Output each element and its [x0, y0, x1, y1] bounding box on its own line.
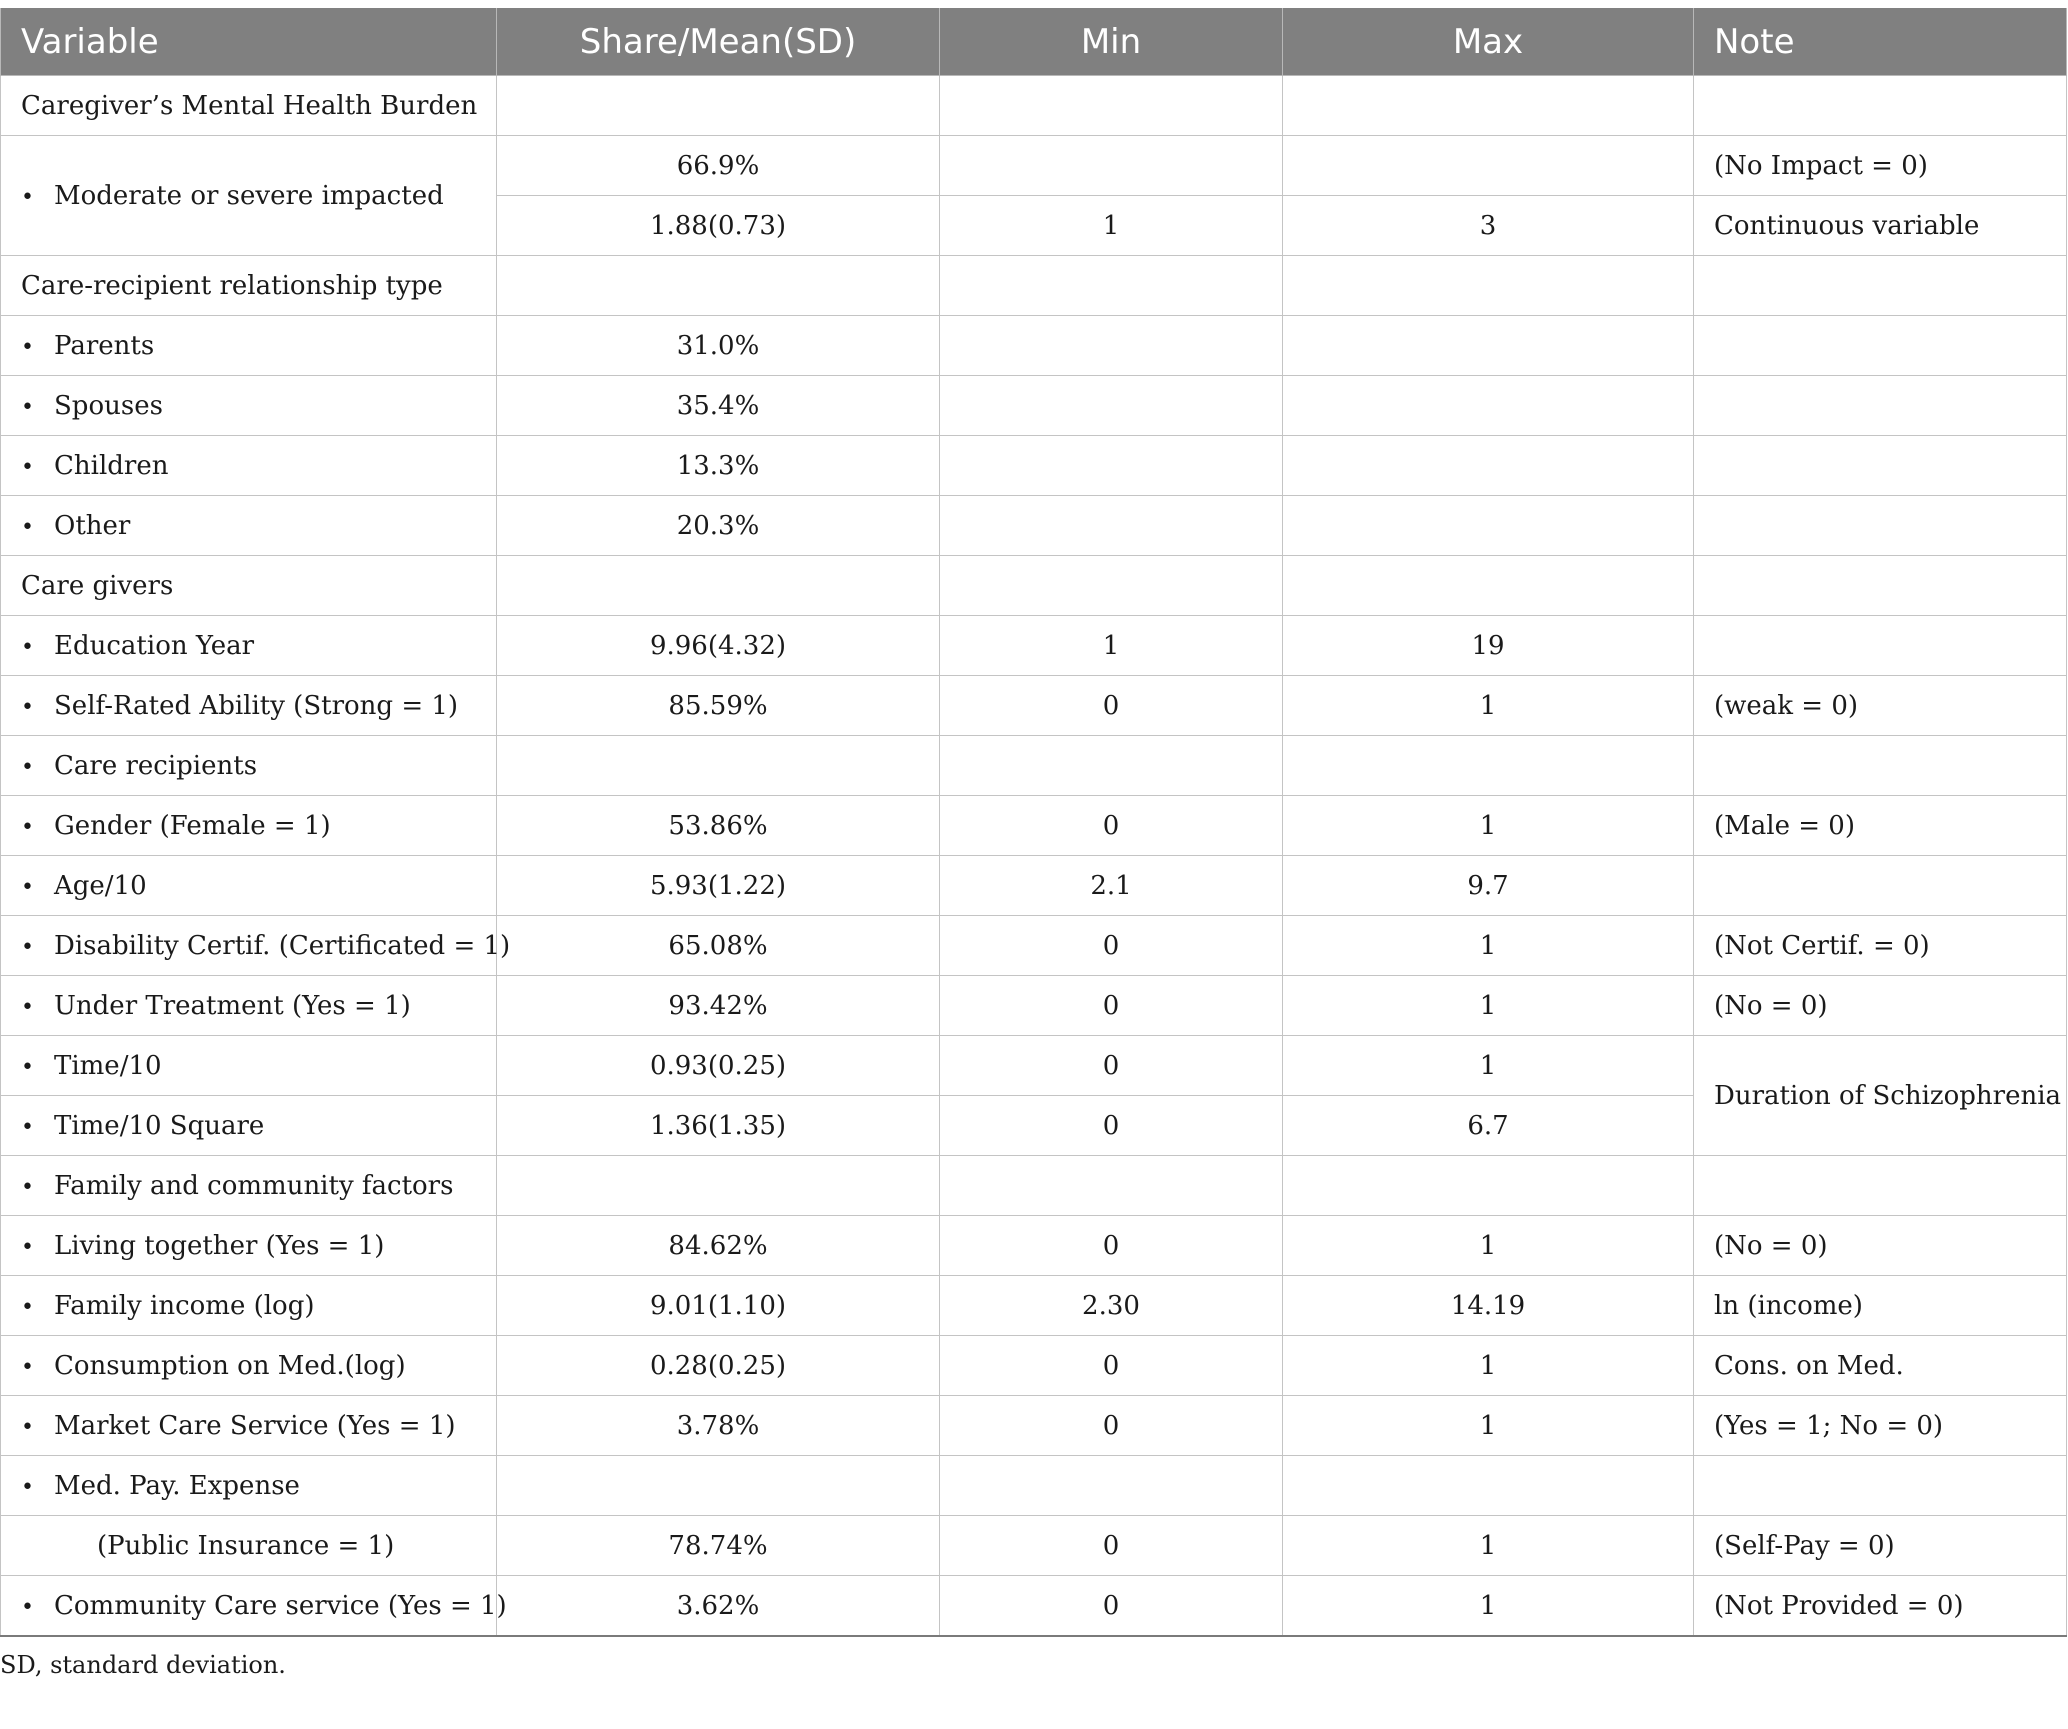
note-cell: (No = 0) [1694, 1216, 2067, 1276]
min-cell: 2.1 [940, 856, 1283, 916]
max-cell [1283, 496, 1694, 556]
max-cell [1283, 376, 1694, 436]
variable-cell [1, 1516, 497, 1576]
min-cell: 0 [940, 916, 1283, 976]
value-cell: 93.42% [497, 976, 940, 1036]
table-row [1, 1276, 2067, 1336]
note-cell [1694, 856, 2067, 916]
bullet-icon: • [21, 934, 34, 960]
min-cell: 0 [940, 1036, 1283, 1096]
max-cell: 9.7 [1283, 856, 1694, 916]
min-cell [940, 496, 1283, 556]
max-cell [1283, 736, 1694, 796]
max-cell: 1 [1283, 1216, 1694, 1276]
note-cell: (Yes = 1; No = 0) [1694, 1396, 2067, 1456]
header-share-mean-sd: Share/Mean(SD) [497, 8, 940, 76]
table-row [1, 796, 2067, 856]
min-cell [940, 256, 1283, 316]
note-cell: Continuous variable [1694, 196, 2067, 256]
variable-label: Living together (Yes = 1) [54, 1230, 385, 1261]
variable-label: Caregiver’s Mental Health Burden [21, 90, 478, 121]
header-row [1, 8, 2067, 76]
min-cell: 0 [940, 1096, 1283, 1156]
min-cell [940, 1156, 1283, 1216]
table-row [1, 76, 2067, 136]
bullet-icon: • [21, 514, 34, 540]
bullet-icon: • [21, 184, 34, 210]
variable-label: Children [54, 450, 169, 481]
table-row [1, 1396, 2067, 1456]
variable-label: Education Year [54, 630, 255, 661]
bullet-icon: • [21, 994, 34, 1020]
note-cell [1694, 616, 2067, 676]
max-cell: 3 [1283, 196, 1694, 256]
value-cell: 3.78% [497, 1396, 940, 1456]
table-row [1, 1456, 2067, 1516]
table-row [1, 1336, 2067, 1396]
value-cell: 5.93(1.22) [497, 856, 940, 916]
table-row [1, 316, 2067, 376]
table-row [1, 1036, 2067, 1096]
min-cell: 1 [940, 616, 1283, 676]
max-cell [1283, 1456, 1694, 1516]
value-cell [497, 1456, 940, 1516]
variable-cell [1, 1276, 497, 1336]
variable-cell [1, 1216, 497, 1276]
bullet-icon: • [21, 694, 34, 720]
descriptive-statistics-table [0, 8, 2067, 1637]
variable-label: Spouses [54, 390, 163, 421]
max-cell [1283, 556, 1694, 616]
value-cell: 0.93(0.25) [497, 1036, 940, 1096]
bullet-icon: • [21, 754, 34, 780]
value-cell: 66.9% [497, 136, 940, 196]
variable-cell [1, 1096, 497, 1156]
table-container [0, 8, 2068, 1679]
variable-label: Family and community factors [54, 1170, 454, 1201]
min-cell [940, 1456, 1283, 1516]
max-cell: 19 [1283, 616, 1694, 676]
variable-label: Time/10 [54, 1050, 162, 1081]
variable-label: Parents [54, 330, 155, 361]
max-cell [1283, 1156, 1694, 1216]
value-cell [497, 76, 940, 136]
table-row [1, 1156, 2067, 1216]
table-row [1, 376, 2067, 436]
max-cell [1283, 436, 1694, 496]
min-cell: 0 [940, 1336, 1283, 1396]
note-cell: (Not Provided = 0) [1694, 1576, 2067, 1637]
min-cell [940, 76, 1283, 136]
max-cell [1283, 256, 1694, 316]
header-variable: Variable [1, 8, 497, 76]
variable-label: Age/10 [54, 870, 147, 901]
table-row [1, 736, 2067, 796]
bullet-icon: • [21, 1354, 34, 1380]
variable-label: (Public Insurance = 1) [97, 1530, 395, 1561]
note-cell: (Self-Pay = 0) [1694, 1516, 2067, 1576]
min-cell [940, 736, 1283, 796]
bullet-icon: • [21, 454, 34, 480]
min-cell: 0 [940, 1516, 1283, 1576]
value-cell: 1.36(1.35) [497, 1096, 940, 1156]
table-footnote: SD, standard deviation. [0, 1651, 286, 1679]
bullet-icon: • [21, 394, 34, 420]
max-cell: 1 [1283, 1396, 1694, 1456]
min-cell: 0 [940, 1576, 1283, 1637]
variable-label: Med. Pay. Expense [54, 1470, 300, 1501]
bullet-icon: • [21, 1474, 34, 1500]
note-cell [1694, 1156, 2067, 1216]
variable-label: Gender (Female = 1) [54, 810, 331, 841]
variable-cell [1, 1156, 497, 1216]
note-cell [1694, 496, 2067, 556]
note-cell [1694, 1456, 2067, 1516]
variable-cell [1, 616, 497, 676]
value-cell: 3.62% [497, 1576, 940, 1637]
bullet-icon: • [21, 1174, 34, 1200]
value-cell: 9.01(1.10) [497, 1276, 940, 1336]
variable-cell [1, 316, 497, 376]
variable-label: Time/10 Square [54, 1110, 265, 1141]
variable-cell [1, 256, 497, 316]
table-row [1, 496, 2067, 556]
bullet-icon: • [21, 814, 34, 840]
table-row [1, 136, 2067, 196]
note-cell [1694, 256, 2067, 316]
max-cell: 1 [1283, 1336, 1694, 1396]
variable-label: Under Treatment (Yes = 1) [54, 990, 411, 1021]
variable-cell [1, 916, 511, 976]
value-cell: 53.86% [497, 796, 940, 856]
note-cell: (Not Certif. = 0) [1694, 916, 2067, 976]
note-cell [1694, 736, 2067, 796]
variable-label: Family income (log) [54, 1290, 315, 1321]
value-cell: 0.28(0.25) [497, 1336, 940, 1396]
max-cell: 6.7 [1283, 1096, 1694, 1156]
max-cell: 14.19 [1283, 1276, 1694, 1336]
value-cell [497, 1156, 940, 1216]
variable-label: Self-Rated Ability (Strong = 1) [54, 690, 459, 721]
value-cell [497, 256, 940, 316]
bullet-icon: • [21, 1234, 34, 1260]
note-cell: (weak = 0) [1694, 676, 2067, 736]
value-cell: 9.96(4.32) [497, 616, 940, 676]
variable-cell [1, 1396, 497, 1456]
table-row [1, 436, 2067, 496]
variable-cell [1, 376, 497, 436]
table-row [1, 856, 2067, 916]
note-cell [1694, 556, 2067, 616]
variable-cell [1, 556, 497, 616]
value-cell: 84.62% [497, 1216, 940, 1276]
min-cell: 0 [940, 796, 1283, 856]
variable-cell [1, 1336, 497, 1396]
table-row [1, 1576, 2067, 1637]
variable-cell [1, 436, 497, 496]
max-cell: 1 [1283, 1516, 1694, 1576]
variable-label: Market Care Service (Yes = 1) [54, 1410, 456, 1441]
bullet-icon: • [21, 1414, 34, 1440]
header-max: Max [1283, 8, 1694, 76]
note-cell [1694, 76, 2067, 136]
max-cell: 1 [1283, 916, 1694, 976]
variable-label: Care givers [21, 570, 174, 601]
max-cell: 1 [1283, 1036, 1694, 1096]
bullet-icon: • [21, 634, 34, 660]
bullet-icon: • [21, 1054, 34, 1080]
value-cell: 1.88(0.73) [497, 196, 940, 256]
variable-cell [1, 1576, 507, 1637]
table-row [1, 556, 2067, 616]
max-cell: 1 [1283, 1576, 1694, 1637]
min-cell: 2.30 [940, 1276, 1283, 1336]
table-row [1, 976, 2067, 1036]
variable-cell [1, 496, 497, 556]
variable-cell [1, 1456, 497, 1516]
value-cell: 13.3% [497, 436, 940, 496]
variable-label: Other [54, 510, 131, 541]
variable-label: Care recipients [54, 750, 258, 781]
variable-label: Care-recipient relationship type [21, 270, 443, 301]
min-cell [940, 316, 1283, 376]
bullet-icon: • [21, 334, 34, 360]
header-min: Min [940, 8, 1283, 76]
value-cell: 20.3% [497, 496, 940, 556]
note-cell: (No Impact = 0) [1694, 136, 2067, 196]
variable-label: Moderate or severe impacted [54, 180, 444, 211]
variable-cell [1, 796, 497, 856]
table-row [1, 616, 2067, 676]
variable-label: Disability Certif. (Certificated = 1) [54, 930, 511, 961]
max-cell [1283, 76, 1694, 136]
note-cell [1694, 376, 2067, 436]
header-note: Note [1694, 8, 2067, 76]
table-row [1, 256, 2067, 316]
max-cell [1283, 316, 1694, 376]
variable-cell [1, 136, 497, 256]
value-cell: 65.08% [497, 916, 940, 976]
table-row [1, 1216, 2067, 1276]
note-cell: (Male = 0) [1694, 796, 2067, 856]
variable-label: Community Care service (Yes = 1) [54, 1590, 507, 1621]
variable-cell [1, 76, 497, 136]
max-cell: 1 [1283, 796, 1694, 856]
min-cell [940, 556, 1283, 616]
min-cell [940, 436, 1283, 496]
table-row [1, 1516, 2067, 1576]
table-row [1, 676, 2067, 736]
min-cell: 1 [940, 196, 1283, 256]
min-cell: 0 [940, 676, 1283, 736]
value-cell: 31.0% [497, 316, 940, 376]
value-cell: 78.74% [497, 1516, 940, 1576]
variable-cell [1, 676, 497, 736]
variable-cell [1, 736, 497, 796]
value-cell: 85.59% [497, 676, 940, 736]
note-cell [1694, 316, 2067, 376]
bullet-icon: • [21, 1594, 34, 1620]
min-cell: 0 [940, 1216, 1283, 1276]
value-cell [497, 736, 940, 796]
bullet-icon: • [21, 1114, 34, 1140]
note-cell [1694, 436, 2067, 496]
value-cell [497, 556, 940, 616]
variable-cell [1, 856, 497, 916]
variable-cell [1, 976, 497, 1036]
note-cell: Cons. on Med. [1694, 1336, 2067, 1396]
note-cell: (No = 0) [1694, 976, 2067, 1036]
max-cell [1283, 136, 1694, 196]
table-row [1, 916, 2067, 976]
variable-cell [1, 1036, 497, 1096]
min-cell: 0 [940, 1396, 1283, 1456]
variable-label: Consumption on Med.(log) [54, 1350, 406, 1381]
min-cell: 0 [940, 976, 1283, 1036]
bullet-icon: • [21, 1294, 34, 1320]
min-cell [940, 376, 1283, 436]
bullet-icon: • [21, 874, 34, 900]
note-cell: Duration of Schizophrenia [1694, 1036, 2067, 1156]
max-cell: 1 [1283, 676, 1694, 736]
note-cell: ln (income) [1694, 1276, 2067, 1336]
value-cell: 35.4% [497, 376, 940, 436]
max-cell: 1 [1283, 976, 1694, 1036]
min-cell [940, 136, 1283, 196]
